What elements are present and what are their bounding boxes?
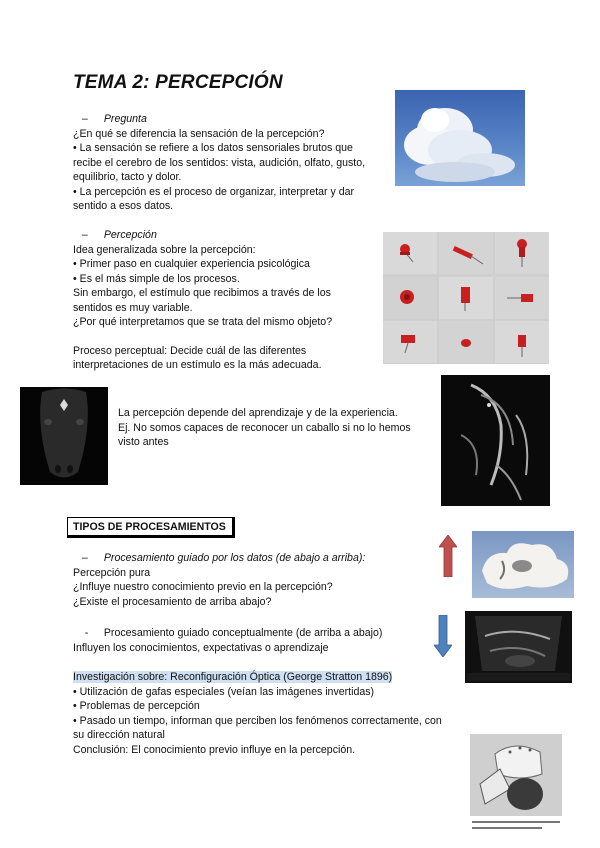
percepcion-line: • Primer paso en cualquier experiencia psicológica bbox=[73, 258, 310, 270]
investigacion-section bbox=[73, 670, 468, 757]
datos-line: Percepción pura bbox=[73, 566, 151, 579]
pregunta-line: sentido a esos datos. bbox=[73, 200, 174, 212]
percepcion-heading: Percepción bbox=[103, 229, 157, 241]
cloud-face-photo bbox=[472, 531, 574, 598]
pushpin-icon bbox=[439, 232, 493, 274]
percepcion-line: sentidos es muy variable. bbox=[73, 301, 193, 314]
pregunta-line: • La sensación se refiere a los datos sensoriales brutos que bbox=[73, 142, 353, 154]
arrow-up-icon bbox=[439, 535, 457, 582]
investigacion-line: • Utilización de gafas especiales (veían las imágenes invertidas) bbox=[73, 685, 375, 698]
ultrasound-photo bbox=[465, 611, 572, 683]
percepcion-line: ¿Por qué interpretamos que se trata del mismo objeto? bbox=[73, 316, 333, 328]
pushpin-icon bbox=[383, 277, 437, 319]
datos-line: ¿Influye nuestro conocimiento previo en la percepción? bbox=[73, 581, 333, 593]
aprendizaje-section bbox=[118, 406, 428, 450]
percepcion-line: • Es el más simple de los procesos. bbox=[73, 272, 240, 285]
investigacion-line: Conclusión: El conocimiento previo influye en la percepción. bbox=[73, 743, 356, 756]
horse-face-photo bbox=[20, 387, 108, 485]
pushpin-grid-photo bbox=[383, 232, 549, 364]
pushpin-icon bbox=[495, 232, 549, 274]
pregunta-line: equilibrio, tacto y dolor. bbox=[73, 171, 182, 183]
tipos-box: TIPOS DE PROCESAMIENTOS bbox=[67, 517, 235, 538]
pushpin-icon bbox=[495, 321, 549, 363]
pushpin-icon bbox=[439, 277, 493, 319]
proceso-line: Proceso perceptual: Decide cuál de las diferentes bbox=[73, 344, 307, 357]
percepcion-line: Idea generalizada sobre la percepción: bbox=[73, 243, 256, 256]
aprendizaje-line: La percepción depende del aprendizaje y de la experiencia. bbox=[118, 407, 398, 419]
percepcion-section: – Percepción Idea generalizada sobre la percepción: • Primer paso en cualquier experiencia psicológica • Es el más simple de los procesos. Sin embargo, el estímulo que recibimos a través de los sentidos es muy variable. ¿Por qué interpretamos que se trata del mismo objeto? Proceso perceptual: Decide cuál de las diferentes interpretaciones de un estímulo es la más adecuada. bbox=[73, 228, 383, 373]
photo-caption-illegible bbox=[472, 821, 562, 829]
investigacion-line: • Problemas de percepción bbox=[73, 700, 200, 712]
investigacion-line: su dirección natural bbox=[73, 729, 165, 741]
stratton-goggles-photo bbox=[470, 734, 562, 816]
pregunta-section: – Pregunta ¿En qué se diferencia la sensación de la percepción? • La sensación se refiere a los datos sensoriales brutos que recibe el cerebro de los sentidos: vista, audición, olfato, gusto, equilibrio, tacto y dolor. • La percepción es el proceso de organizar, interpretar y dar sentido a esos datos. bbox=[73, 112, 393, 214]
concept-section: - Procesamiento guiado conceptualmente (de arriba a abajo) Influyen los conocimientos, expectativas o aprendizaje bbox=[73, 626, 423, 655]
cloud-photo bbox=[395, 90, 525, 186]
datos-line: ¿Existe el procesamiento de arriba abajo? bbox=[73, 595, 272, 608]
concept-line: Influyen los conocimientos, expectativas o aprendizaje bbox=[73, 641, 329, 654]
pushpin-icon bbox=[495, 277, 549, 319]
proceso-line: interpretaciones de un estímulo es la más adecuada. bbox=[73, 359, 322, 371]
pushpin-icon bbox=[383, 321, 437, 363]
hidden-horse-photo bbox=[441, 375, 550, 506]
aprendizaje-line: visto antes bbox=[118, 436, 169, 448]
pregunta-line: recibe el cerebro de los sentidos: vista, audición, olfato, gusto, bbox=[73, 156, 366, 169]
concept-heading: Procesamiento guiado conceptualmente (de arriba a abajo) bbox=[103, 627, 383, 639]
pregunta-line: • La percepción es el proceso de organizar, interpretar y dar bbox=[73, 185, 355, 198]
datos-heading: Procesamiento guiado por los datos (de abajo a arriba): bbox=[103, 552, 366, 564]
arrow-down-icon bbox=[434, 615, 452, 662]
pregunta-heading: Pregunta bbox=[103, 113, 147, 125]
pushpin-icon bbox=[439, 321, 493, 363]
page-title: TEMA 2: PERCEPCIÓN bbox=[73, 72, 283, 93]
percepcion-line: Sin embargo, el estímulo que recibimos a través de los bbox=[73, 287, 331, 299]
investigacion-heading: Investigación sobre: Reconfiguración Óptica (George Stratton 1896) bbox=[73, 671, 393, 683]
investigacion-line: • Pasado un tiempo, informan que perciben los fenómenos correctamente, con bbox=[73, 714, 442, 727]
datos-section: – Procesamiento guiado por los datos (de abajo a arriba): Percepción pura ¿Influye nuestro conocimiento previo en la percepción? ¿Existe el procesamiento de arriba abajo? bbox=[73, 551, 413, 609]
pregunta-question: ¿En qué se diferencia la sensación de la percepción? bbox=[73, 127, 325, 140]
aprendizaje-line: Ej. No somos capaces de reconocer un caballo si no lo hemos bbox=[118, 421, 411, 434]
pushpin-icon bbox=[383, 232, 437, 274]
